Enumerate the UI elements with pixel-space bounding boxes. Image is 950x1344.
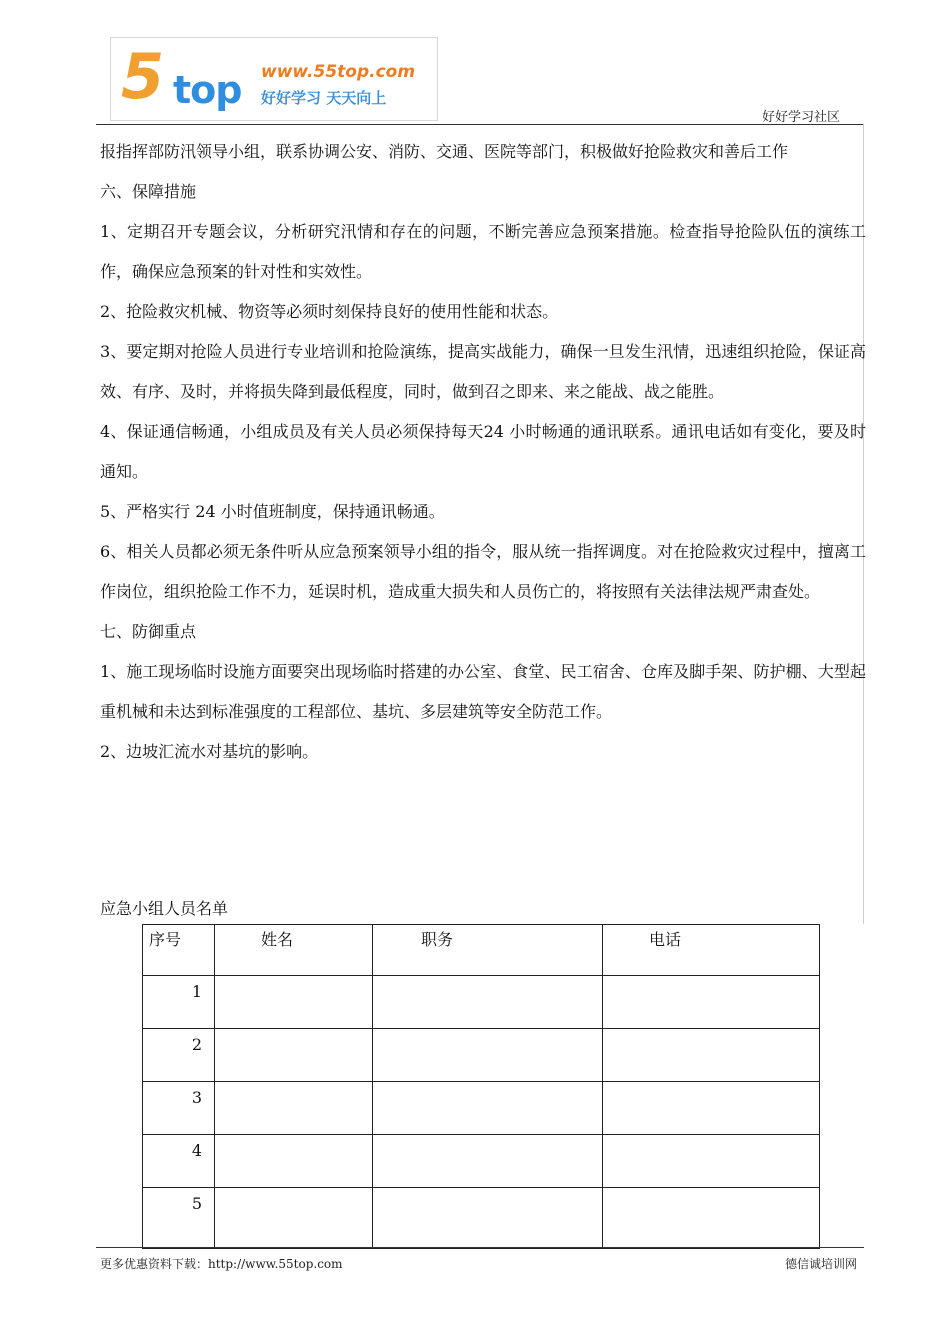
paragraph: 1、施工现场临时设施方面要突出现场临时搭建的办公室、食堂、民工宿舍、仓库及脚手架、防护棚、大型起重机械和未达到标准强度的工程部位、基坑、多层建筑等安全防范工作。 [100,662,866,721]
header-no: 序号 [143,925,215,976]
cell-name [215,976,373,1029]
cell-position [373,1082,603,1135]
header-site-name: 好好学习社区 [761,110,840,125]
header-position: 职务 [373,925,603,976]
paragraph: 5、严格实行 24 小时值班制度，保持通讯畅通。 [100,502,445,521]
cell-position [373,1135,603,1188]
table-row [143,1029,820,1082]
cell-phone [603,1188,820,1249]
paragraph: 2、边坡汇流水对基坑的影响。 [100,742,319,761]
table-row [143,1188,820,1249]
section-heading: 七、防御重点 [100,622,197,641]
paragraph: 3、要定期对抢险人员进行专业培训和抢险演练，提高实战能力，确保一旦发生汛情，迅速组织抢险，保证高效、有序、及时，并将损失降到最低程度，同时，做到召之即来、来之能战、战之能胜。 [100,342,866,401]
table-row [143,976,820,1029]
cell-position [373,1029,603,1082]
table-title: 应急小组人员名单 [100,899,229,918]
cell-phone [603,1082,820,1135]
cell-no: 1 [143,976,215,1029]
header-name: 姓名 [215,925,373,976]
section-heading: 六、保障措施 [100,182,197,201]
logo-url: www.55top.com [261,62,416,82]
site-logo [110,37,438,121]
cell-position [373,1188,603,1249]
paragraph: 1、定期召开专题会议，分析研究汛情和存在的问题，不断完善应急预案措施。检查指导抢险队伍的演练工作，确保应急预案的针对性和实效性。 [100,222,866,281]
table-row [143,1082,820,1135]
cell-name [215,1029,373,1082]
cell-name [215,1082,373,1135]
cell-name [215,1188,373,1249]
cell-phone [603,1135,820,1188]
logo-top-mark: top [173,68,242,112]
footer-site-name: 德信诚培训网 [784,1257,857,1271]
paragraph: 2、抢险救灾机械、物资等必须时刻保持良好的使用性能和状态。 [100,302,559,321]
cell-phone [603,1029,820,1082]
paragraph: 6、相关人员都必须无条件听从应急预案领导小组的指令，服从统一指挥调度。对在抢险救灾过程中，擅离工作岗位，组织抢险工作不力，延误时机，造成重大损失和人员伤亡的，将按照有关法律法规严肃查处。 [100,542,866,601]
table-row [143,1135,820,1188]
emergency-team-table [142,924,820,1249]
cell-no: 3 [143,1082,215,1135]
cell-name [215,1135,373,1188]
table-header-row [143,925,820,976]
cell-position [373,976,603,1029]
cell-no: 4 [143,1135,215,1188]
paragraph: 4、保证通信畅通，小组成员及有关人员必须保持每天24 小时畅通的通讯联系。通讯电话如有变化，要及时通知。 [100,422,866,481]
cell-no: 2 [143,1029,215,1082]
footer-divider [96,1247,864,1248]
logo-five-mark: 5 [121,40,159,113]
cell-phone [603,976,820,1029]
header-phone: 电话 [603,925,820,976]
document-body [100,132,866,772]
cell-no: 5 [143,1188,215,1249]
footer-download-link[interactable]: 更多优惠资料下载：http://www.55top.com [100,1257,343,1271]
paragraph: 报指挥部防汛领导小组，联系协调公安、消防、交通、医院等部门，积极做好抢险救灾和善后工作 [100,142,789,161]
logo-slogan: 好好学习 天天向上 [261,89,387,107]
header-divider [96,124,864,125]
